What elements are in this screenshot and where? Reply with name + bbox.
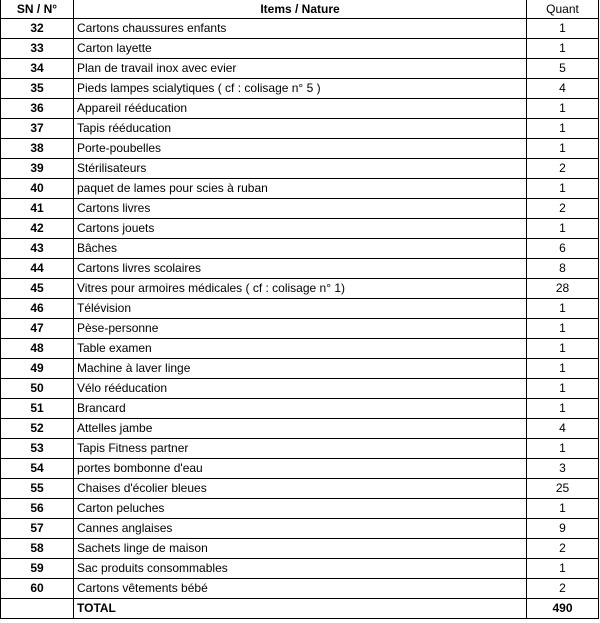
sn-cell: 49: [1, 359, 74, 379]
table-row: [1, 499, 599, 519]
item-cell: Sachets linge de maison: [74, 539, 527, 559]
table-row: [1, 199, 599, 219]
sn-cell: 47: [1, 319, 74, 339]
quantity-column-header: Quant: [527, 0, 599, 19]
table-row: [1, 39, 599, 59]
quantity-cell: 2: [527, 199, 599, 219]
table-row: [1, 519, 599, 539]
table-row: [1, 219, 599, 239]
quantity-cell: 1: [527, 179, 599, 199]
table-row: [1, 459, 599, 479]
sn-cell: 37: [1, 119, 74, 139]
quantity-cell: 4: [527, 79, 599, 99]
sn-cell: 58: [1, 539, 74, 559]
total-row: [1, 599, 599, 619]
sn-cell: 53: [1, 439, 74, 459]
sn-column-header: SN / N°: [1, 0, 74, 19]
item-cell: Tapis Fitness partner: [74, 439, 527, 459]
item-cell: Cartons livres: [74, 199, 527, 219]
table-row: [1, 419, 599, 439]
quantity-cell: 1: [527, 139, 599, 159]
item-cell: Pieds lampes scialytiques ( cf : colisage n° 5 ): [74, 79, 527, 99]
sn-cell: 39: [1, 159, 74, 179]
sn-cell: 55: [1, 479, 74, 499]
quantity-cell: 3: [527, 459, 599, 479]
table-row: [1, 319, 599, 339]
table-row: [1, 19, 599, 39]
sn-cell: 42: [1, 219, 74, 239]
table-row: [1, 399, 599, 419]
item-cell: Cartons vêtements bébé: [74, 579, 527, 599]
quantity-cell: 8: [527, 259, 599, 279]
table-row: [1, 279, 599, 299]
sn-cell: 51: [1, 399, 74, 419]
table-row: [1, 179, 599, 199]
quantity-cell: 6: [527, 239, 599, 259]
sn-cell: 44: [1, 259, 74, 279]
table-row: [1, 239, 599, 259]
item-cell: Cartons jouets: [74, 219, 527, 239]
quantity-cell: 1: [527, 219, 599, 239]
sn-cell: 36: [1, 99, 74, 119]
quantity-cell: 1: [527, 359, 599, 379]
item-cell: portes bombonne d'eau: [74, 459, 527, 479]
sn-cell: 52: [1, 419, 74, 439]
item-cell: Tapis rééducation: [74, 119, 527, 139]
table-row: [1, 559, 599, 579]
sn-cell: 57: [1, 519, 74, 539]
quantity-cell: 1: [527, 439, 599, 459]
sn-cell: 35: [1, 79, 74, 99]
item-cell: Carton layette: [74, 39, 527, 59]
total-quantity: 490: [527, 599, 599, 619]
quantity-cell: 1: [527, 339, 599, 359]
quantity-cell: 1: [527, 379, 599, 399]
quantity-cell: 9: [527, 519, 599, 539]
sn-cell: 43: [1, 239, 74, 259]
item-cell: Vélo rééducation: [74, 379, 527, 399]
table-row: [1, 339, 599, 359]
table-row: [1, 99, 599, 119]
sn-cell: 45: [1, 279, 74, 299]
quantity-cell: 28: [527, 279, 599, 299]
quantity-cell: 1: [527, 399, 599, 419]
sn-cell: 56: [1, 499, 74, 519]
item-cell: Appareil rééducation: [74, 99, 527, 119]
item-cell: Carton peluches: [74, 499, 527, 519]
total-label: TOTAL: [74, 599, 527, 619]
quantity-cell: 1: [527, 19, 599, 39]
sn-cell: 46: [1, 299, 74, 319]
table-body: [1, 19, 599, 599]
item-cell: Stérilisateurs: [74, 159, 527, 179]
table-row: [1, 79, 599, 99]
item-cell: Cartons chaussures enfants: [74, 19, 527, 39]
table-row: [1, 439, 599, 459]
sn-cell: 59: [1, 559, 74, 579]
table-row: [1, 579, 599, 599]
item-cell: Porte-poubelles: [74, 139, 527, 159]
quantity-cell: 2: [527, 539, 599, 559]
items-column-header: Items / Nature: [74, 0, 527, 19]
sn-cell: 41: [1, 199, 74, 219]
item-cell: Sac produits consommables: [74, 559, 527, 579]
quantity-cell: 5: [527, 59, 599, 79]
quantity-cell: 1: [527, 559, 599, 579]
sn-cell: 60: [1, 579, 74, 599]
sn-cell: 38: [1, 139, 74, 159]
quantity-cell: 4: [527, 419, 599, 439]
item-cell: Attelles jambe: [74, 419, 527, 439]
item-cell: Table examen: [74, 339, 527, 359]
item-cell: Télévision: [74, 299, 527, 319]
quantity-cell: 1: [527, 299, 599, 319]
quantity-cell: 2: [527, 159, 599, 179]
item-cell: Plan de travail inox avec evier: [74, 59, 527, 79]
quantity-cell: 1: [527, 499, 599, 519]
header-row: [1, 0, 599, 19]
table-row: [1, 259, 599, 279]
item-cell: Cannes anglaises: [74, 519, 527, 539]
table-row: [1, 119, 599, 139]
table-row: [1, 159, 599, 179]
sn-cell: 48: [1, 339, 74, 359]
table-row: [1, 59, 599, 79]
sn-cell: 50: [1, 379, 74, 399]
item-cell: Machine à laver linge: [74, 359, 527, 379]
item-cell: Vitres pour armoires médicales ( cf : colisage n° 1): [74, 279, 527, 299]
quantity-cell: 1: [527, 39, 599, 59]
table-row: [1, 379, 599, 399]
item-cell: Chaises d'écolier bleues: [74, 479, 527, 499]
item-cell: Bâches: [74, 239, 527, 259]
item-cell: Cartons livres scolaires: [74, 259, 527, 279]
quantity-cell: 25: [527, 479, 599, 499]
quantity-cell: 2: [527, 579, 599, 599]
sn-cell: 33: [1, 39, 74, 59]
table-row: [1, 359, 599, 379]
sn-cell: 40: [1, 179, 74, 199]
item-cell: Brancard: [74, 399, 527, 419]
table-row: [1, 139, 599, 159]
quantity-cell: 1: [527, 119, 599, 139]
table-row: [1, 479, 599, 499]
sn-cell: 32: [1, 19, 74, 39]
sn-cell: 34: [1, 59, 74, 79]
item-cell: Pèse-personne: [74, 319, 527, 339]
total-sn-cell: [1, 599, 74, 619]
quantity-cell: 1: [527, 319, 599, 339]
quantity-cell: 1: [527, 99, 599, 119]
sn-cell: 54: [1, 459, 74, 479]
item-cell: paquet de lames pour scies à ruban: [74, 179, 527, 199]
table-row: [1, 539, 599, 559]
table-row: [1, 299, 599, 319]
